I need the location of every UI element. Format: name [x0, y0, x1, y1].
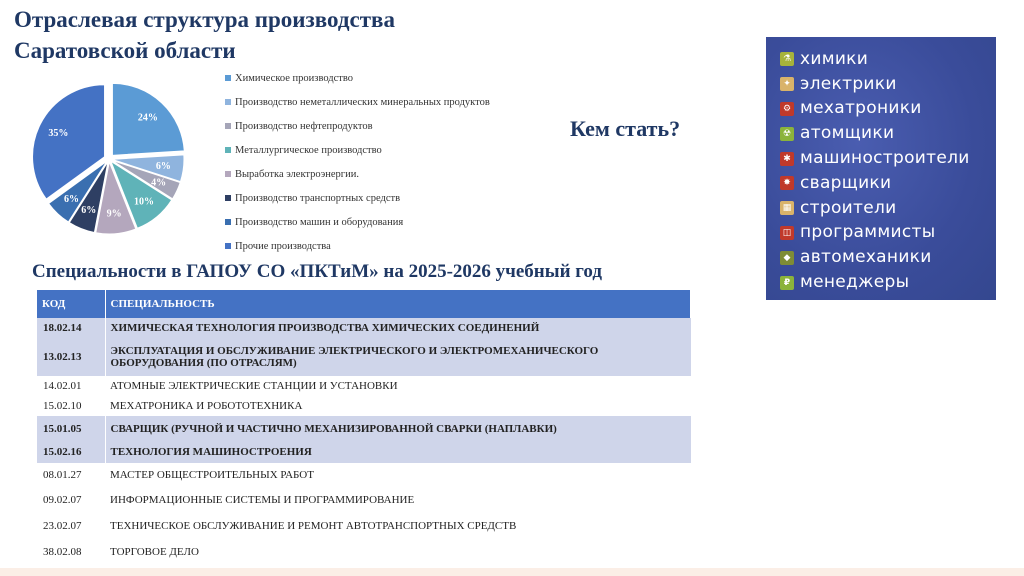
profession-label: машиностроители [800, 148, 970, 169]
legend-item [225, 234, 555, 258]
specialty-name: ИНФОРМАЦИОННЫЕ СИСТЕМЫ И ПРОГРАММИРОВАНИЕ [110, 493, 415, 506]
legend-label: Производство машин и оборудования [235, 216, 404, 228]
legend-label: Производство транспортных средств [235, 192, 401, 204]
specialty-name: АТОМНЫЕ ЭЛЕКТРИЧЕСКИЕ СТАНЦИИ И УСТАНОВКИ [110, 380, 398, 392]
specialty-code: 08.01.27 [43, 469, 82, 481]
column-header-code: КОД [37, 290, 105, 318]
specialty-name: ТЕХНОЛОГИЯ МАШИНОСТРОЕНИЯ [105, 441, 691, 463]
column-header-specialty: СПЕЦИАЛЬНОСТЬ [105, 290, 691, 318]
profession-label: автомеханики [800, 247, 932, 268]
profession-item [780, 171, 996, 196]
legend-swatch [225, 243, 231, 249]
specialty-name: МАСТЕР ОБЩЕСТРОИТЕЛЬНЫХ РАБОТ [110, 469, 314, 481]
pie-data-label: 9% [106, 208, 122, 220]
profession-item [780, 270, 996, 295]
specialty-code: 13.02.13 [37, 338, 105, 376]
legend-label: Прочие производства [235, 240, 331, 252]
table-header-row [37, 290, 691, 318]
table-row [37, 540, 691, 564]
legend-label: Химическое производство [235, 72, 354, 84]
page-title-line-1: Отраслевая структура производства [14, 7, 395, 32]
profession-label: электрики [800, 73, 897, 94]
table-row [37, 338, 691, 376]
pie-data-label: 6% [155, 160, 171, 172]
specialty-code: 09.02.07 [43, 493, 82, 506]
profession-label: сварщики [800, 172, 892, 193]
code-icon: ◫ [780, 226, 794, 240]
table-row [37, 512, 691, 540]
legend-item [225, 210, 555, 234]
specialty-code: 23.02.07 [43, 520, 82, 532]
table-row [37, 487, 691, 512]
pie-data-label: 6% [63, 193, 79, 205]
pie-chart [14, 74, 204, 244]
table-row [37, 463, 691, 487]
legend-swatch [225, 171, 231, 177]
ruble-icon: ₽ [780, 276, 794, 290]
professions-panel [766, 37, 996, 300]
welding-icon: ✸ [780, 176, 794, 190]
flask-icon: ⚗ [780, 52, 794, 66]
legend-item [225, 186, 555, 210]
pie-data-label: 24% [137, 112, 158, 124]
page-title [14, 4, 395, 66]
pie-data-label: 6% [81, 204, 97, 216]
profession-label: химики [800, 48, 869, 69]
atom-icon: ☢ [780, 127, 794, 141]
specialty-code: 15.02.16 [37, 441, 105, 463]
profession-item [780, 72, 996, 97]
legend-swatch [225, 147, 231, 153]
legend-item [225, 162, 555, 186]
specialty-name: СВАРЩИК (РУЧНОЙ И ЧАСТИЧНО МЕХАНИЗИРОВАННОЙ СВАРКИ (НАПЛАВКИ) [105, 416, 691, 441]
table-row [37, 396, 691, 416]
specialty-name: МЕХАТРОНИКА И РОБОТОТЕХНИКА [110, 400, 303, 412]
pie-data-label: 35% [48, 128, 69, 140]
legend-swatch [225, 99, 231, 105]
legend-swatch [225, 219, 231, 225]
specialty-name: ЭКСПЛУАТАЦИЯ И ОБСЛУЖИВАНИЕ ЭЛЕКТРИЧЕСКОГО И ЭЛЕКТРОМЕХАНИЧЕСКОГО ОБОРУДОВАНИЯ (ПО ОТРАСЛЯМ) [105, 338, 691, 376]
specialty-code: 38.02.08 [43, 546, 82, 558]
pie-data-label: 10% [133, 196, 154, 208]
legend-swatch [225, 75, 231, 81]
legend-swatch [225, 195, 231, 201]
building-icon: ▦ [780, 201, 794, 215]
question-heading: Кем стать? [570, 116, 681, 141]
specialty-name: ТОРГОВОЕ ДЕЛО [110, 546, 199, 558]
table-row [37, 441, 691, 463]
table-row [37, 416, 691, 441]
legend-label: Выработка электроэнергии. [235, 168, 359, 180]
profession-item [780, 245, 996, 270]
specialties-heading: Специальности в ГАПОУ СО «ПКТиМ» на 2025-2026 учебный год [32, 261, 602, 282]
legend-item [225, 114, 555, 138]
profession-item [780, 221, 996, 246]
legend-item [225, 90, 555, 114]
table-row [37, 376, 691, 396]
specialties-table [37, 290, 691, 564]
legend-label: Производство неметаллических минеральных продуктов [235, 96, 490, 108]
profession-label: программисты [800, 222, 936, 243]
page-title-line-2: Саратовской области [14, 38, 236, 63]
specialty-code: 15.01.05 [37, 416, 105, 441]
footer-strip [0, 568, 1024, 576]
profession-label: атомщики [800, 123, 895, 144]
pie-data-label: 4% [151, 177, 167, 189]
table-row [37, 318, 691, 338]
chart-legend [225, 66, 555, 258]
profession-label: строители [800, 197, 897, 218]
car-icon: ◆ [780, 251, 794, 265]
legend-item [225, 138, 555, 162]
profession-item [780, 196, 996, 221]
specialty-code: 18.02.14 [37, 318, 105, 338]
gear-icon: ✱ [780, 152, 794, 166]
legend-item [225, 66, 555, 90]
profession-label: мехатроники [800, 98, 922, 119]
profession-item [780, 146, 996, 171]
robot-icon: ⚙ [780, 102, 794, 116]
profession-item [780, 47, 996, 72]
specialty-code: 15.02.10 [43, 400, 82, 412]
legend-label: Производство нефтепродуктов [235, 120, 373, 132]
specialty-name: ХИМИЧЕСКАЯ ТЕХНОЛОГИЯ ПРОИЗВОДСТВА ХИМИЧЕСКИХ СОЕДИНЕНИЙ [105, 318, 691, 338]
legend-swatch [225, 123, 231, 129]
profession-label: менеджеры [800, 272, 910, 293]
legend-label: Металлургическое производство [235, 144, 382, 156]
specialty-code: 14.02.01 [43, 380, 82, 392]
bulb-icon: ✦ [780, 77, 794, 91]
specialty-name: ТЕХНИЧЕСКОЕ ОБСЛУЖИВАНИЕ И РЕМОНТ АВТОТРАНСПОРТНЫХ СРЕДСТВ [110, 520, 517, 532]
profession-item [780, 97, 996, 122]
profession-item [780, 121, 996, 146]
